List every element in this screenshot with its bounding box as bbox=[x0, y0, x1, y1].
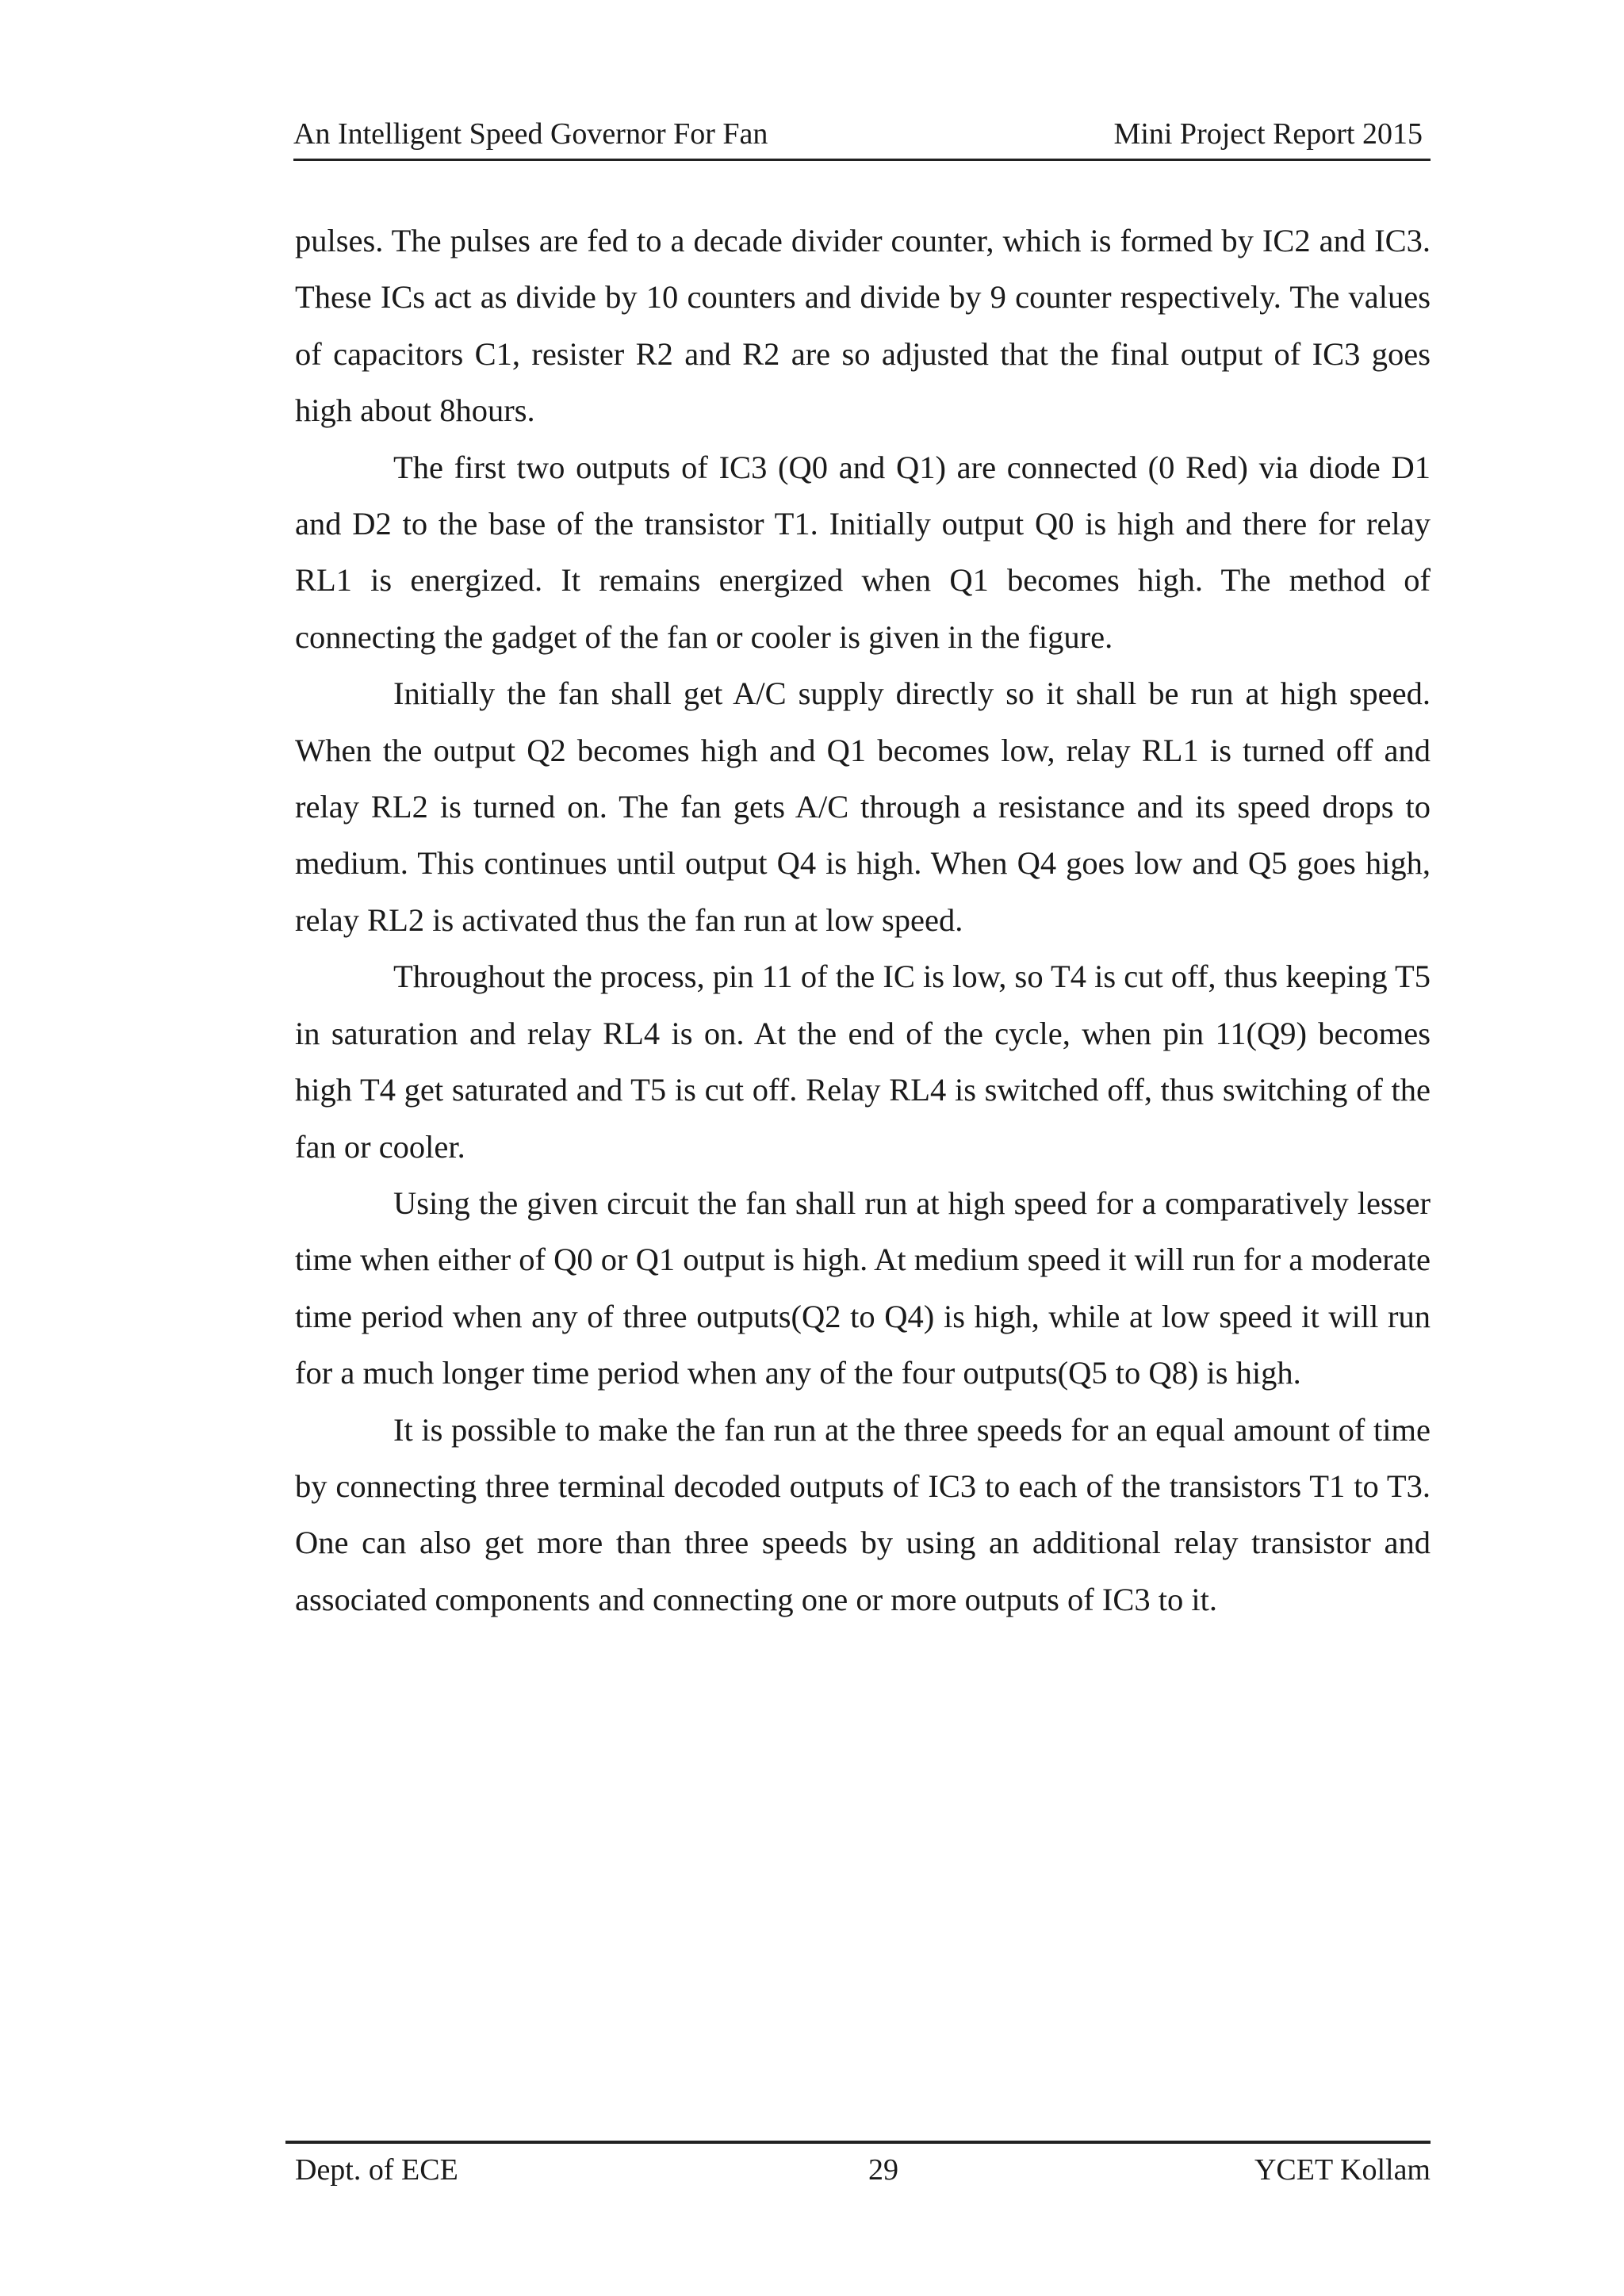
document-title: An Intelligent Speed Governor For Fan bbox=[293, 117, 768, 151]
paragraph-fan-speed: Initially the fan shall get A/C supply directly so it shall be run at high speed. When the output Q2 becomes high and Q1 becomes low, relay RL1 is turned off and relay RL2 is turned on. The fan gets A/C through a resistance and its speed drops to medium. This continues until output Q4 is high. When Q4 goes low and Q5 goes high, relay RL2 is activated thus the fan run at low speed. bbox=[295, 675, 1431, 938]
paragraph-circuit-usage: Using the given circuit the fan shall run at high speed for a comparatively lesser time when either of Q0 or Q1 output is high. At medium speed it will run for a moderate time period when any of three outputs(Q2 to Q4) is high, while at low speed it will run for a much longer time period when any of the four outputs(Q5 to Q8) is high. bbox=[295, 1184, 1431, 1391]
page-footer bbox=[285, 2141, 1431, 2193]
paragraph-process: Throughout the process, pin 11 of the IC is low, so T4 is cut off, thus keeping T5 in saturation and relay RL4 is on. At the end of the cycle, when pin 11(Q9) becomes high T4 get saturated and T5 is cut off. Relay RL4 is switched off, thus switching of the fan or cooler. bbox=[295, 959, 1431, 1165]
page-number: 29 bbox=[868, 2153, 898, 2187]
body-text bbox=[295, 212, 1431, 1628]
report-label: Mini Project Report 2015 bbox=[1113, 117, 1423, 151]
page-header bbox=[293, 109, 1431, 161]
paragraph-ic3-outputs: The first two outputs of IC3 (Q0 and Q1) are connected (0 Red) via diode D1 and D2 to the base of the transistor T1. Initially output Q0 is high and there for relay RL1 is energized. It remains energized when Q1 becomes high. The method of connecting the gadget of the fan or cooler is given in the figure. bbox=[295, 449, 1431, 655]
paragraph-equal-speeds: It is possible to make the fan run at the three speeds for an equal amount of time by connecting three terminal decoded outputs of IC3 to each of the transistors T1 to T3. One can also get more than three speeds by using an additional relay transistor and associated components and connecting one or more outputs of IC3 to it. bbox=[295, 1411, 1431, 1617]
department-label: Dept. of ECE bbox=[295, 2153, 458, 2187]
college-label: YCET Kollam bbox=[1254, 2153, 1431, 2187]
paragraph-continuation: pulses. The pulses are fed to a decade divider counter, which is formed by IC2 and IC3. These ICs act as divide by 10 counters and divide by 9 counter respectively. The values of capacitors C1, resister R2 and R2 are so adjusted that the final output of IC3 goes high about 8hours. bbox=[295, 223, 1431, 429]
